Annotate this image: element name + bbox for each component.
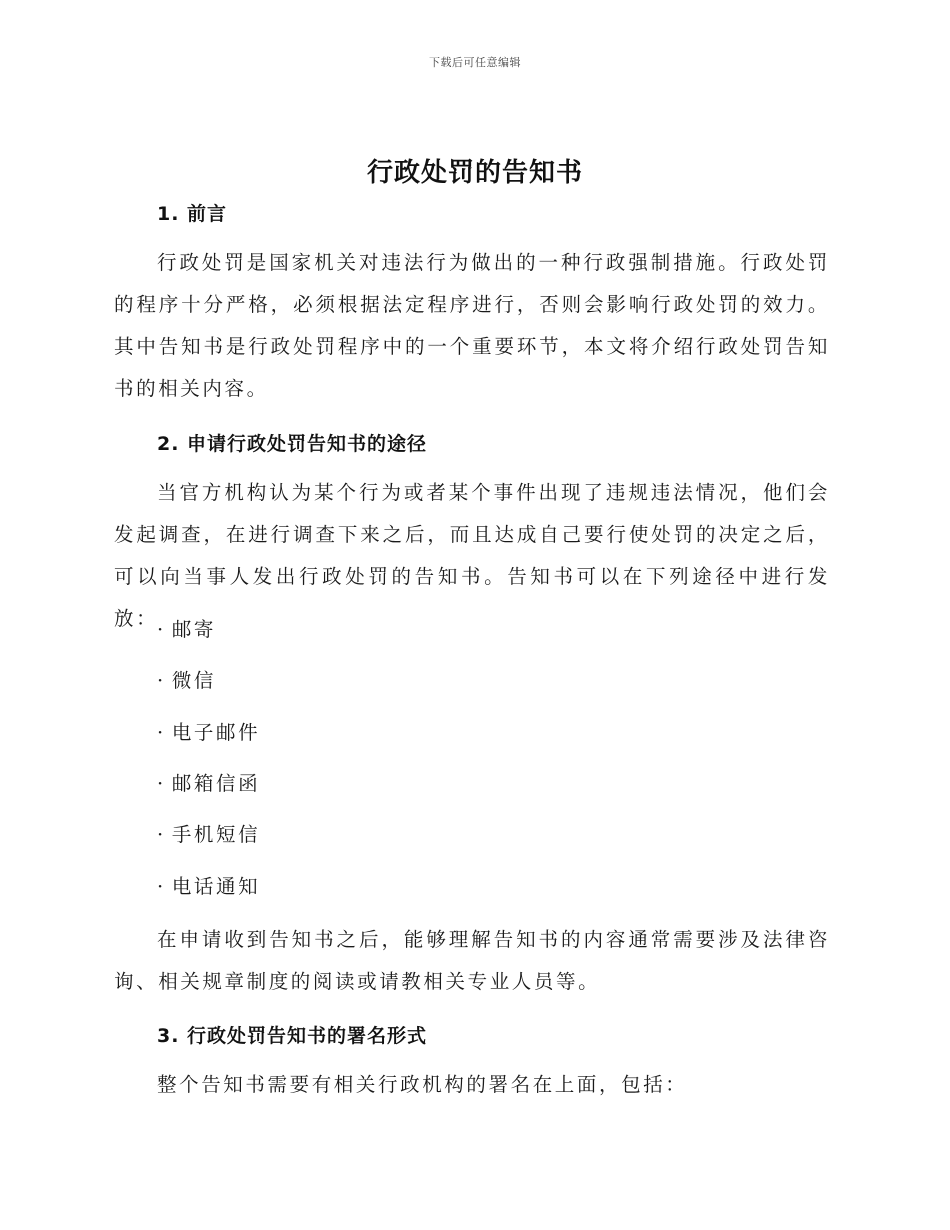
list-item-text: 手机短信 (171, 823, 261, 846)
list-item-text: 邮寄 (171, 618, 217, 641)
list-item (157, 617, 216, 643)
list-item-text: 微信 (171, 669, 217, 692)
list-item-text: 邮箱信函 (171, 772, 261, 795)
bullet-marker: · (157, 875, 166, 898)
list-item (157, 720, 260, 746)
bullet-marker: · (157, 618, 166, 641)
bullet-marker: · (157, 721, 166, 744)
section-heading-1: 1. 前言 (157, 203, 228, 225)
list-item (157, 668, 216, 694)
section-3-intro: 整个告知书需要有相关行政机构的署名在上面，包括： (157, 1073, 688, 1096)
list-item (157, 771, 260, 797)
bullet-marker: · (157, 823, 166, 846)
header-note: 下载后可任意编辑 (429, 56, 521, 69)
section-1-paragraph: 行政处罚是国家机关对违法行为做出的一种行政强制措施。行政处罚的程序十分严格，必须根据法定程序进行，否则会影响行政处罚的效力。其中告知书是行政处罚程序中的一个重要环节，本文将介绍行政处罚告知书的相关内容。 (114, 251, 830, 400)
section-2-intro: 当官方机构认为某个行为或者某个事件出现了违规违法情况，他们会发起调查，在进行调查下来之后，而且达成自己要行使处罚的决定之后，可以向当事人发出行政处罚的告知书。告知书可以在下列途径中进行发放： (114, 481, 830, 630)
bullet-marker: · (157, 772, 166, 795)
section-2-outro: 在申请收到告知书之后，能够理解告知书的内容通常需要涉及法律咨询、相关规章制度的阅读或请教相关专业人员等。 (114, 928, 830, 993)
section-heading-2: 2. 申请行政处罚告知书的途径 (157, 433, 428, 455)
section-heading-3: 3. 行政处罚告知书的署名形式 (157, 1025, 428, 1047)
bullet-marker: · (157, 669, 166, 692)
list-item (157, 874, 260, 900)
list-item-text: 电子邮件 (171, 721, 261, 744)
document-title: 行政处罚的告知书 (366, 158, 583, 188)
list-item (157, 822, 260, 848)
list-item-text: 电话通知 (171, 875, 261, 898)
